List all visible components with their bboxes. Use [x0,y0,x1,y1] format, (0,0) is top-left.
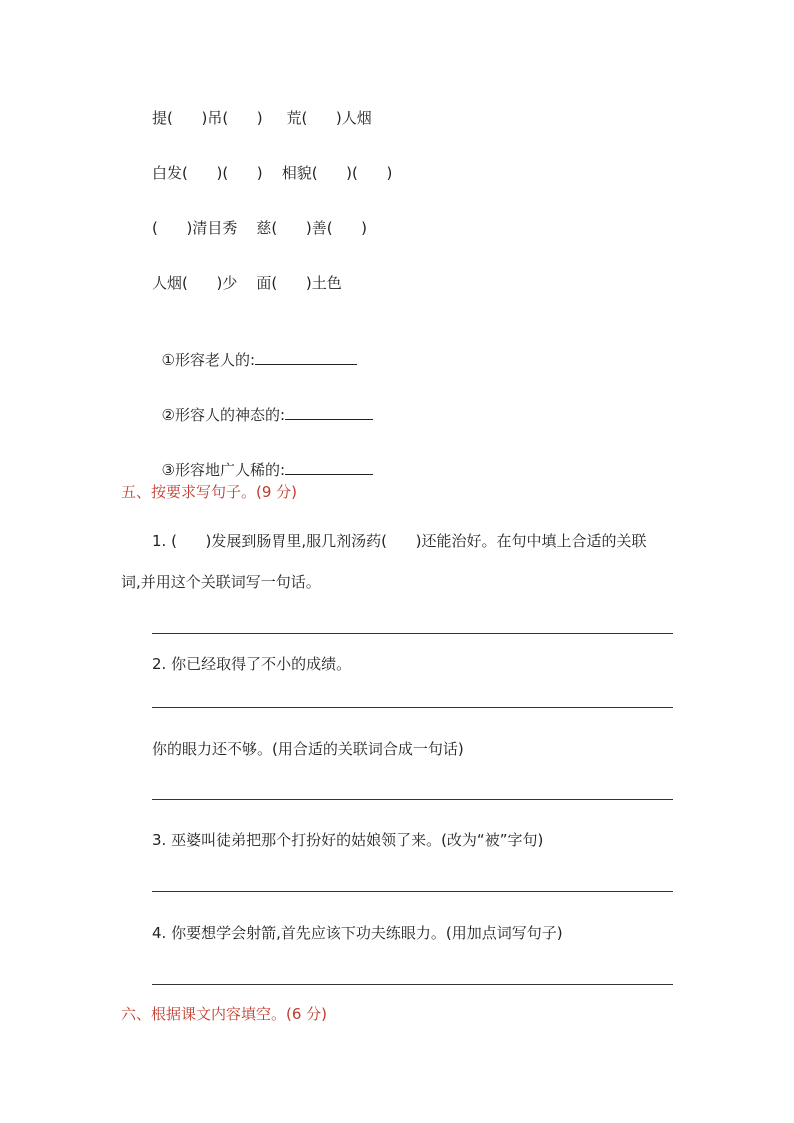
idiom-row-3: ( )清目秀 慈( )善( ) [152,219,368,237]
idiom-row-1: 提( )吊( ) 荒( )人烟 [152,109,372,127]
prompt-sparse [152,438,373,480]
answer-line-1[interactable] [152,633,673,634]
idiom-row-2: 白发( )( ) 相貌( )( ) [152,164,393,182]
answer-line-4[interactable] [152,891,673,892]
prompt-demeanor-label: ②形容人的神态的: [161,406,286,424]
prompt-elderly-label: ①形容老人的: [161,351,256,369]
section-6-heading: 六、根据课文内容填空。(6 分) [121,1005,328,1023]
answer-line-5[interactable] [152,984,673,985]
prompt-demeanor [152,383,373,425]
prompt-sparse-blank[interactable] [285,458,373,475]
question-3: 3. 巫婆叫徒弟把那个打扮好的姑娘领了来。(改为“被”字句) [152,831,544,849]
answer-line-2[interactable] [152,707,673,708]
question-1-line-2: 词,并用这个关联词写一句话。 [121,573,321,591]
question-4: 4. 你要想学会射箭,首先应该下功夫练眼力。(用加点词写句子) [152,924,563,942]
idiom-row-4: 人烟( )少 面( )土色 [152,274,342,292]
prompt-elderly-blank[interactable] [255,348,357,365]
prompt-sparse-label: ③形容地广人稀的: [161,461,286,479]
prompt-demeanor-blank[interactable] [285,403,373,420]
question-1-line-1: 1. ( )发展到肠胃里,服几剂汤药( )还能治好。在句中填上合适的关联 [152,532,647,550]
section-5-heading: 五、按要求写句子。(9 分) [121,483,298,501]
answer-line-3[interactable] [152,799,673,800]
question-2-part-b: 你的眼力还不够。(用合适的关联词合成一句话) [152,740,464,758]
prompt-elderly [152,328,357,370]
question-2: 2. 你已经取得了不小的成绩。 [152,655,352,673]
